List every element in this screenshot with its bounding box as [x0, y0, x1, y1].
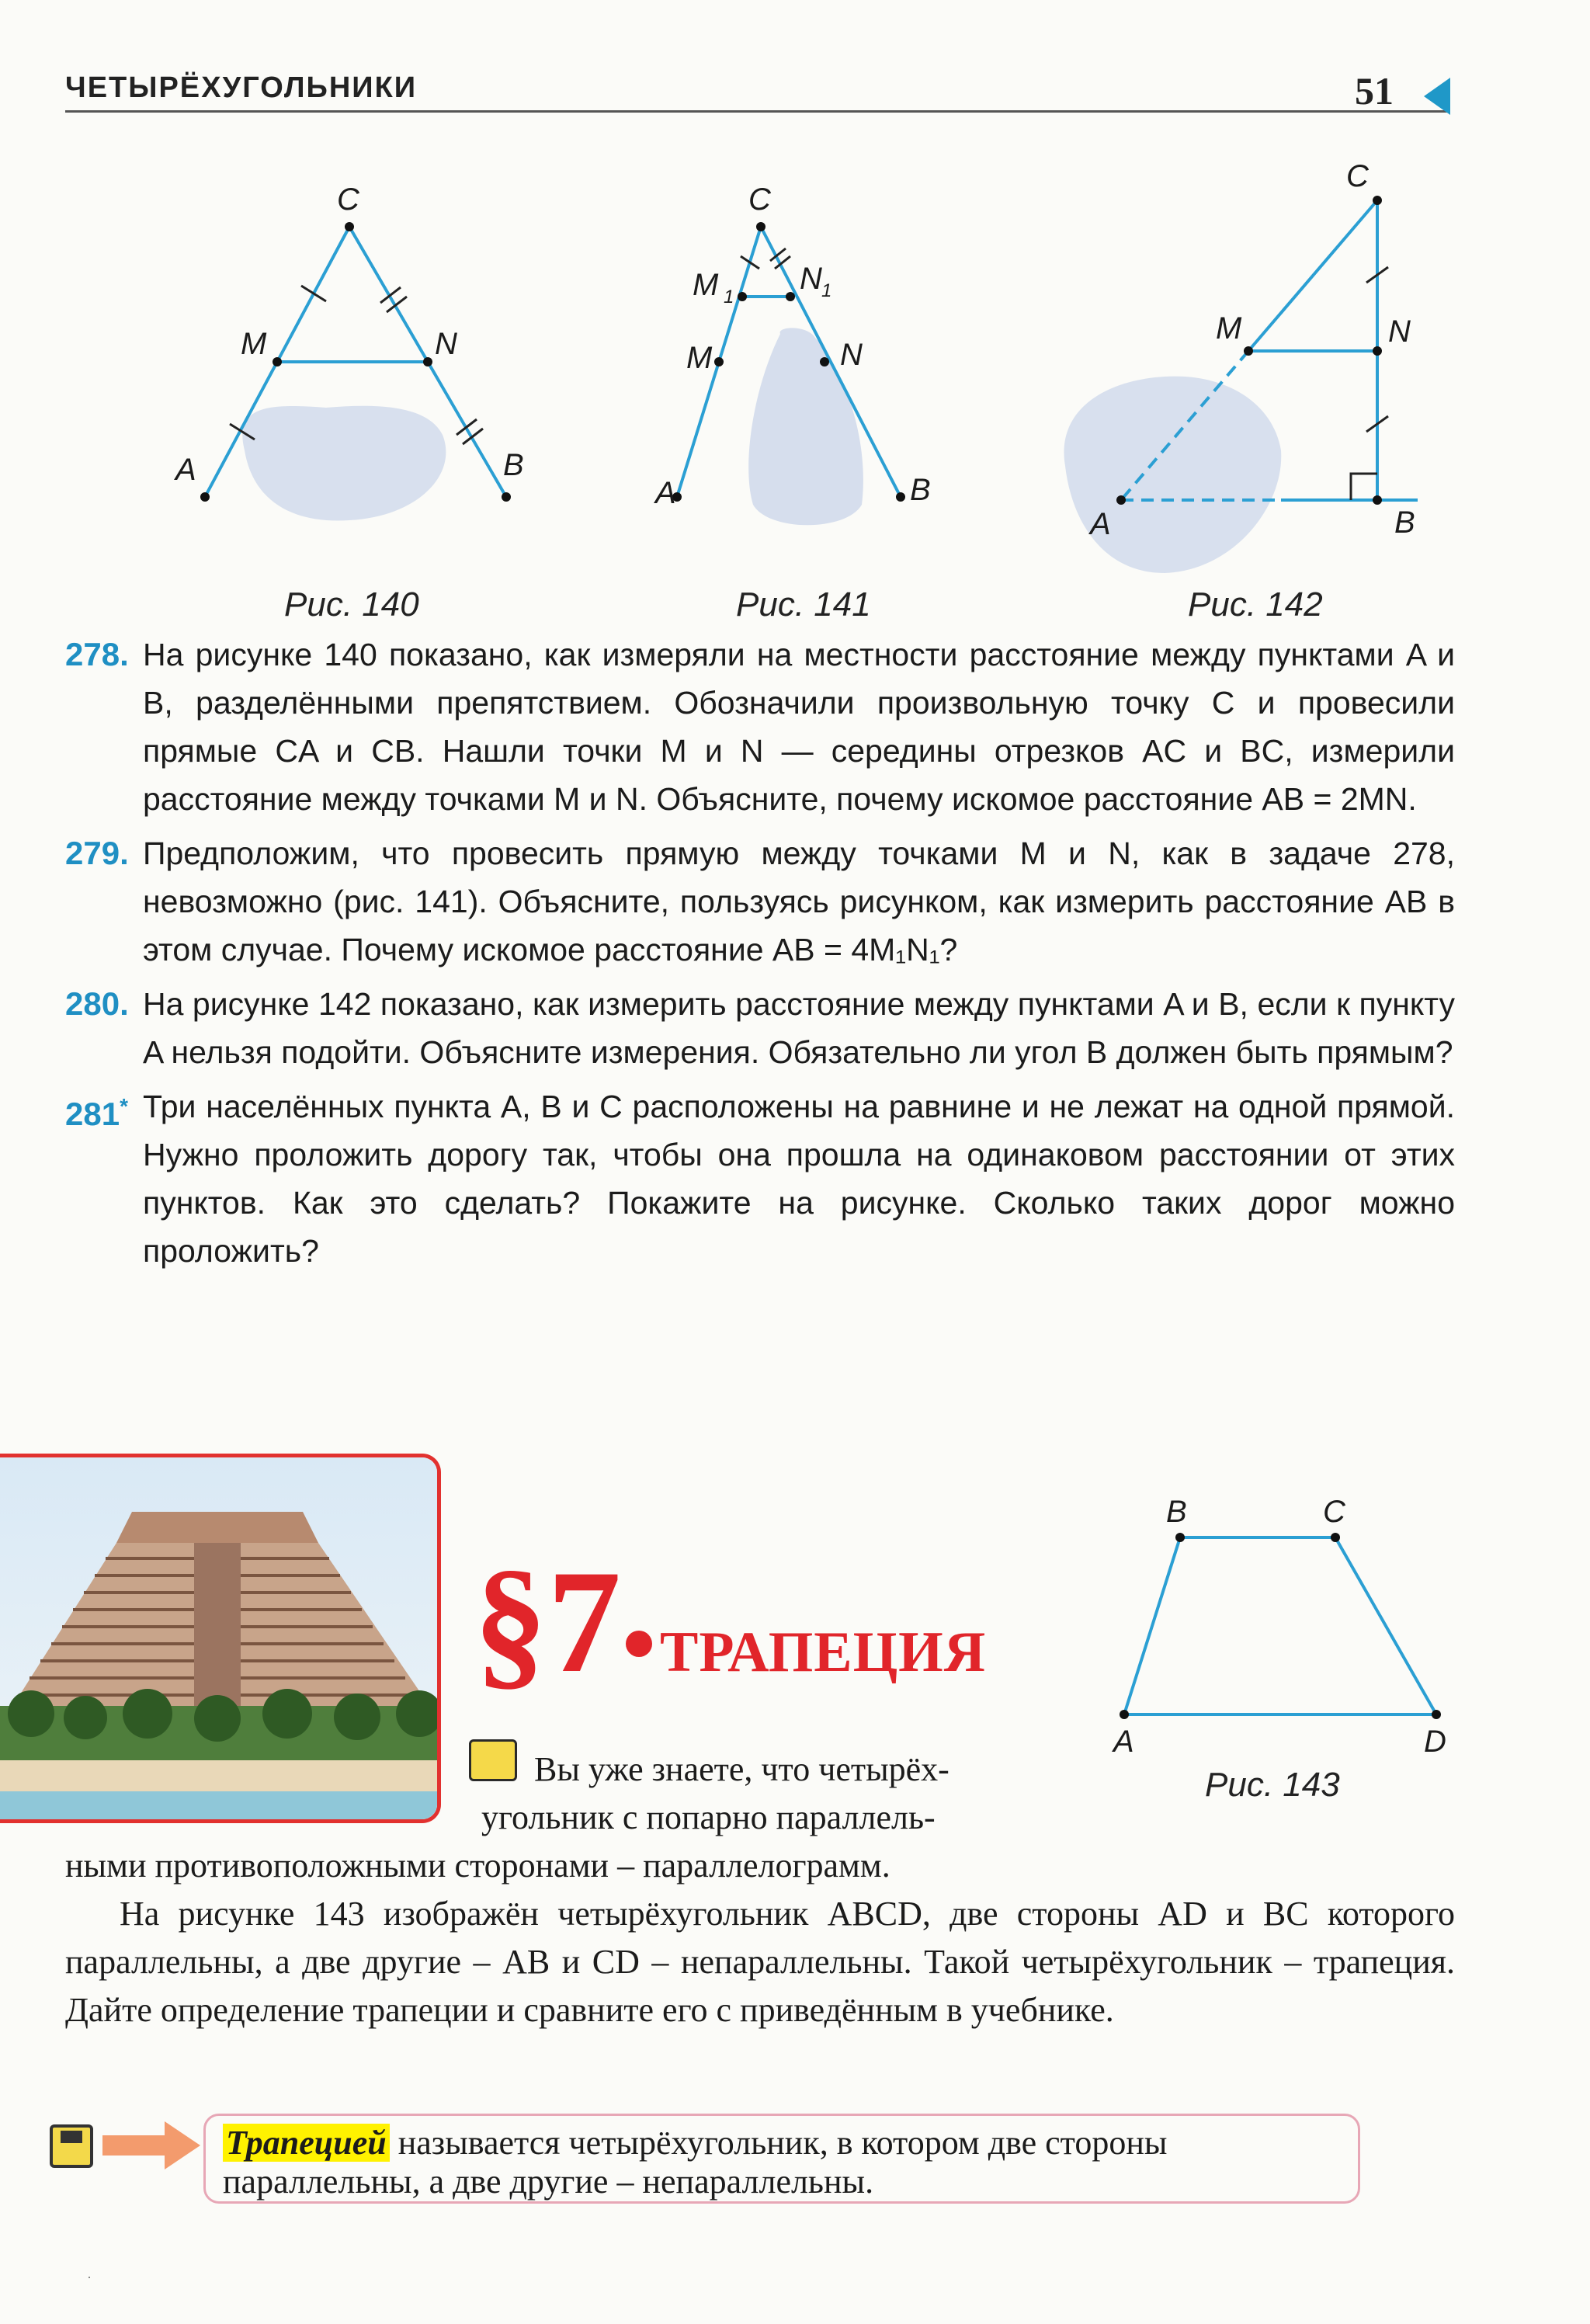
problem-list: [65, 631, 1455, 1281]
problem-278: [65, 631, 1455, 823]
page-number: 51: [1355, 69, 1394, 113]
running-head: ЧЕТЫРЁХУГОЛЬНИКИ: [65, 71, 418, 104]
figure-141: [637, 171, 978, 544]
label-B: B: [503, 448, 524, 482]
label-M1: M: [693, 268, 719, 302]
figure-142: [1048, 155, 1452, 575]
section-dot: [626, 1631, 652, 1657]
problem-number: 278.: [65, 636, 129, 672]
problem-279: [65, 829, 1455, 974]
label-A: A: [1113, 1725, 1134, 1759]
label-N: N: [435, 327, 457, 361]
intro-line-3: ными противоположными сторонами – параллелограмм.: [65, 1846, 890, 1885]
obstacle-blob: [1064, 377, 1281, 573]
header-rule: [65, 110, 1447, 113]
label-B: B: [910, 473, 931, 507]
difficulty-star: *: [120, 1094, 128, 1118]
caption-fig-142: Рис. 142: [1188, 585, 1323, 624]
definition-term: Трапецией: [223, 2124, 390, 2162]
label-N: N: [840, 338, 863, 372]
label-B: B: [1394, 505, 1415, 540]
caption-fig-140: Рис. 140: [284, 585, 419, 624]
problem-281: [65, 1082, 1455, 1275]
section-heading: [474, 1537, 986, 1707]
label-A: A: [1090, 507, 1111, 541]
building-illustration: [0, 1457, 441, 1823]
problem-text: Три населённых пункта A, B и C расположены на равнине и не лежат на одной прямой. Нужно проложить дорогу так, чтобы она прошла на одинаковом расстоянии от этих пунктов. Как это сделать? Покажите на рисунке. Сколько таких дорог можно проложить?: [143, 1089, 1455, 1269]
problem-text: На рисунке 140 показано, как измеряли на местности расстояние между пунктами A и B, разделёнными препятствием. Обозначили произвольную точку C и провесили прямые CA и CB. Нашли точки M и N — середины отрезков AC и BC, измерили расстояние между точками M и N. Объясните, почему искомое расстояние AB = 2MN.: [143, 637, 1455, 817]
page-arrow-icon: [1424, 78, 1450, 115]
book-icon: [469, 1739, 517, 1781]
problem-text: На рисунке 142 показано, как измерить расстояние между пунктами A и B, если к пункту A нельзя подойти. Объясните измерения. Обязательно ли угол B должен быть прямым?: [143, 986, 1455, 1070]
problem-number: 279.: [65, 835, 129, 871]
label-C: C: [1323, 1495, 1345, 1529]
definition-text: называется четырёхугольник, в котором две стороны параллельны, а две другие – непараллельны.: [223, 2124, 1168, 2201]
label-A: A: [175, 453, 196, 487]
label-B: B: [1166, 1495, 1187, 1529]
label-C: C: [337, 182, 359, 217]
caption-fig-143: Рис. 143: [1205, 1766, 1340, 1804]
intro-line-1: Вы уже знаете, что четырёх-: [534, 1750, 949, 1788]
floppy-disk-icon: [50, 2124, 93, 2168]
building-photo: [0, 1454, 441, 1823]
label-M1-sub: 1: [724, 287, 734, 307]
obstacle-blob: [242, 406, 446, 521]
problem-number: 280.: [65, 985, 129, 1022]
label-C: C: [1346, 159, 1369, 193]
label-N1: N: [800, 262, 822, 296]
intro-line-2: угольник с попарно параллель-: [481, 1798, 936, 1836]
section-title: ТРАПЕЦИЯ: [660, 1621, 987, 1684]
problem-280: [65, 980, 1455, 1076]
label-M: M: [686, 341, 713, 375]
problem-text: Предположим, что провесить прямую между точками M и N, как в задаче 278, невозможно (рис. 141). Объясните, пользуясь рисунком, как измерить расстояние AB в этом случае. Почему искомое расстояние AB = 4M₁N₁?: [143, 835, 1455, 967]
label-N1-sub: 1: [821, 280, 832, 301]
problem-number: 281*: [65, 1094, 128, 1132]
arrow-right-icon: [102, 2118, 203, 2173]
label-C: C: [748, 182, 771, 217]
section-number: §7: [474, 1541, 621, 1704]
label-A: A: [655, 476, 676, 510]
figure-140: [171, 171, 543, 544]
label-N: N: [1388, 314, 1411, 349]
figure-143: [1102, 1491, 1460, 1770]
body-paragraph: На рисунке 143 изображён четырёхугольник ABCD, две стороны AD и BC которого параллельны, а две другие – AB и CD – непараллельны. Такой четырёхугольник – трапеция. Дайте определение трапеции и сравните его с приведённым в учебнике.: [65, 1895, 1455, 2029]
label-M: M: [241, 327, 267, 361]
definition-box: [203, 2114, 1360, 2204]
label-D: D: [1424, 1725, 1446, 1759]
caption-fig-141: Рис. 141: [736, 585, 871, 624]
label-M: M: [1216, 311, 1242, 346]
page-mark: ·: [87, 2269, 92, 2284]
